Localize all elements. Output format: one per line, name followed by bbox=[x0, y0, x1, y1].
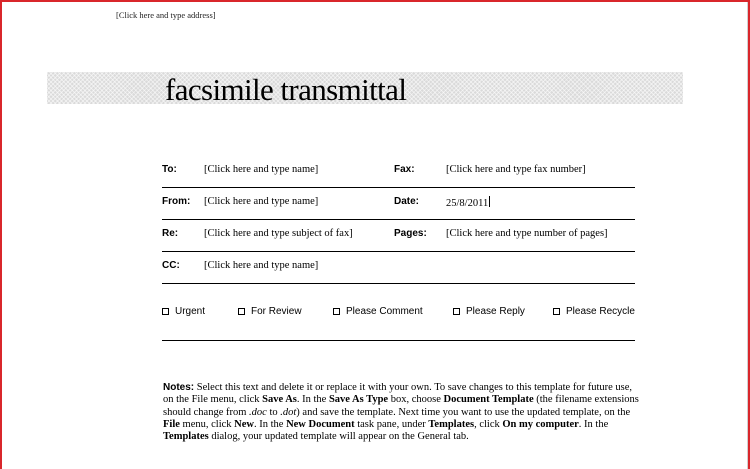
row-cc bbox=[162, 251, 635, 284]
cc-field[interactable]: [Click here and type name] bbox=[204, 260, 319, 271]
checkbox-icon bbox=[162, 308, 169, 315]
checkbox-please-reply[interactable]: Please Reply bbox=[453, 306, 525, 317]
document-title: facsimile transmittal bbox=[165, 72, 407, 107]
notes-paragraph[interactable]: Notes: Select this text and delete it or replace it with your own. To save changes to this template for future use, on the File menu, click Save As. In the Save As Type box, choose Document Template (the filename extensions should change from .doc to .dot) and save the template. Next time you want to use the updated template, on the File menu, click New. In the New Document task pane, under Templates, click On my computer. In the Templates dialog, your updated template will appear on the General tab. bbox=[163, 382, 639, 443]
checkbox-please-comment[interactable]: Please Comment bbox=[333, 306, 423, 317]
from-label: From: bbox=[162, 196, 191, 207]
address-placeholder[interactable]: [Click here and type address] bbox=[116, 10, 216, 20]
to-label: To: bbox=[162, 164, 177, 175]
re-label: Re: bbox=[162, 228, 179, 239]
cc-label: CC: bbox=[162, 260, 180, 271]
pages-field[interactable]: [Click here and type number of pages] bbox=[446, 228, 608, 239]
date-field[interactable] bbox=[446, 196, 490, 209]
to-field[interactable]: [Click here and type name] bbox=[204, 164, 319, 175]
row-to-fax bbox=[162, 155, 635, 188]
row-re-pages bbox=[162, 219, 635, 252]
date-label: Date: bbox=[394, 196, 420, 207]
checkbox-for-review[interactable]: For Review bbox=[238, 306, 302, 317]
re-field[interactable]: [Click here and type subject of fax] bbox=[204, 228, 353, 239]
page-edge bbox=[747, 2, 748, 469]
checkbox-icon bbox=[553, 308, 560, 315]
checkbox-icon bbox=[453, 308, 460, 315]
row-from-date bbox=[162, 187, 635, 220]
from-field[interactable]: [Click here and type name] bbox=[204, 196, 319, 207]
divider-line bbox=[162, 340, 635, 341]
text-cursor bbox=[489, 196, 490, 207]
pages-label: Pages: bbox=[394, 228, 427, 239]
checkbox-urgent[interactable]: Urgent bbox=[162, 306, 205, 317]
checkbox-icon bbox=[238, 308, 245, 315]
fax-field[interactable]: [Click here and type fax number] bbox=[446, 164, 586, 175]
date-value: 25/8/2011 bbox=[446, 198, 489, 209]
checkbox-please-recycle[interactable]: Please Recycle bbox=[553, 306, 635, 317]
fax-label: Fax: bbox=[394, 164, 415, 175]
checkbox-row bbox=[162, 306, 638, 322]
checkbox-icon bbox=[333, 308, 340, 315]
